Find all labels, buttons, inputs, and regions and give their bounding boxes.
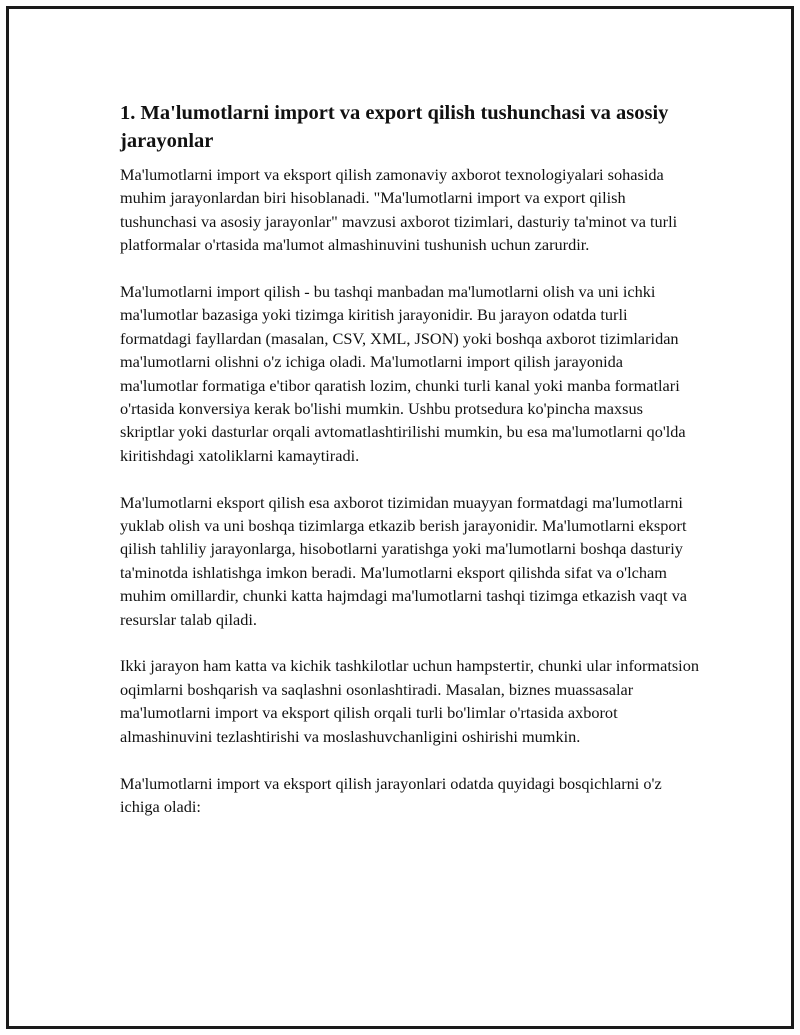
paragraph-export: Ma'lumotlarni eksport qilish esa axborot tizimidan muayyan formatdagi ma'lumotlarni yuklab olish va uni boshqa tizimlarga etkazib berish jarayonidir. Ma'lumotlarni eksport qilish tahliliy jarayonlarga, hisobotlarni yaratishga yoki ma'lumotlarni boshqa dasturiy ta'minotda ishlatishga imkon beradi. Ma'lumotlarni eksport qilishda sifat va o'lcham muhim omillardir, chunki katta hajmdagi ma'lumotlarni tashqi tizimga etkazish vaqt va resurslar talab qiladi. bbox=[120, 492, 688, 629]
paragraph-benefits: Ikki jarayon ham katta va kichik tashkilotlar uchun hampstertir, chunki ular informatsion oqimlarni boshqarish va saqlashni osonlashtiradi. Masalan, biznes muassasalar ma'lumotlarni import va eksport qilish orqali turli bo'limlar o'rtasida axborot almashinuvini tezlashtirishi va moslashuvchanligini oshirishi mumkin. bbox=[120, 656, 699, 746]
paragraph-intro: Ma'lumotlarni import va eksport qilish zamonaviy axborot texnologiyalari sohasida muhim jarayonlardan biri hisoblanadi. "Ma'lumotlarni import va export qilish tushunchasi va asosiy jarayonlar" mavzusi axborot tizimlari, dasturiy ta'minot va turli platformalar o'rtasida ma'lumot almashinuvini tushunish uchun zarurdir. bbox=[120, 165, 678, 255]
page-frame bbox=[6, 6, 794, 1029]
paragraph-steps-intro: Ma'lumotlarni import va eksport qilish jarayonlari odatda quyidagi bosqichlarni o'z ichiga oladi: bbox=[120, 773, 662, 816]
section-heading: 1. Ma'lumotlarni import va export qilish tushunchasi va asosiy jarayonlar bbox=[120, 102, 669, 152]
document-body bbox=[120, 99, 700, 842]
paragraph-import: Ma'lumotlarni import qilish - bu tashqi manbadan ma'lumotlarni olish va uni ichki ma'lumotlar bazasiga yoki tizimga kiritish jarayonidir. Bu jarayon odatda turli formatdagi fayllardan (masalan, CSV, XML, JSON) yoki boshqa axborot tizimlaridan ma'lumotlarni olishni o'z ichiga oladi. Ma'lumotlarni import qilish jarayonida ma'lumotlar formatiga e'tibor qaratish lozim, chunki turli kanal yoki manba formatlari o'rtasida konversiya kerak bo'lishi mumkin. Ushbu protsedura ko'pincha maxsus skriptlar yoki dasturlar orqali avtomatlashtirilishi mumkin, bu esa ma'lumotlarni qo'lda kiritishdagi xatoliklarni kamaytiradi. bbox=[120, 282, 686, 465]
